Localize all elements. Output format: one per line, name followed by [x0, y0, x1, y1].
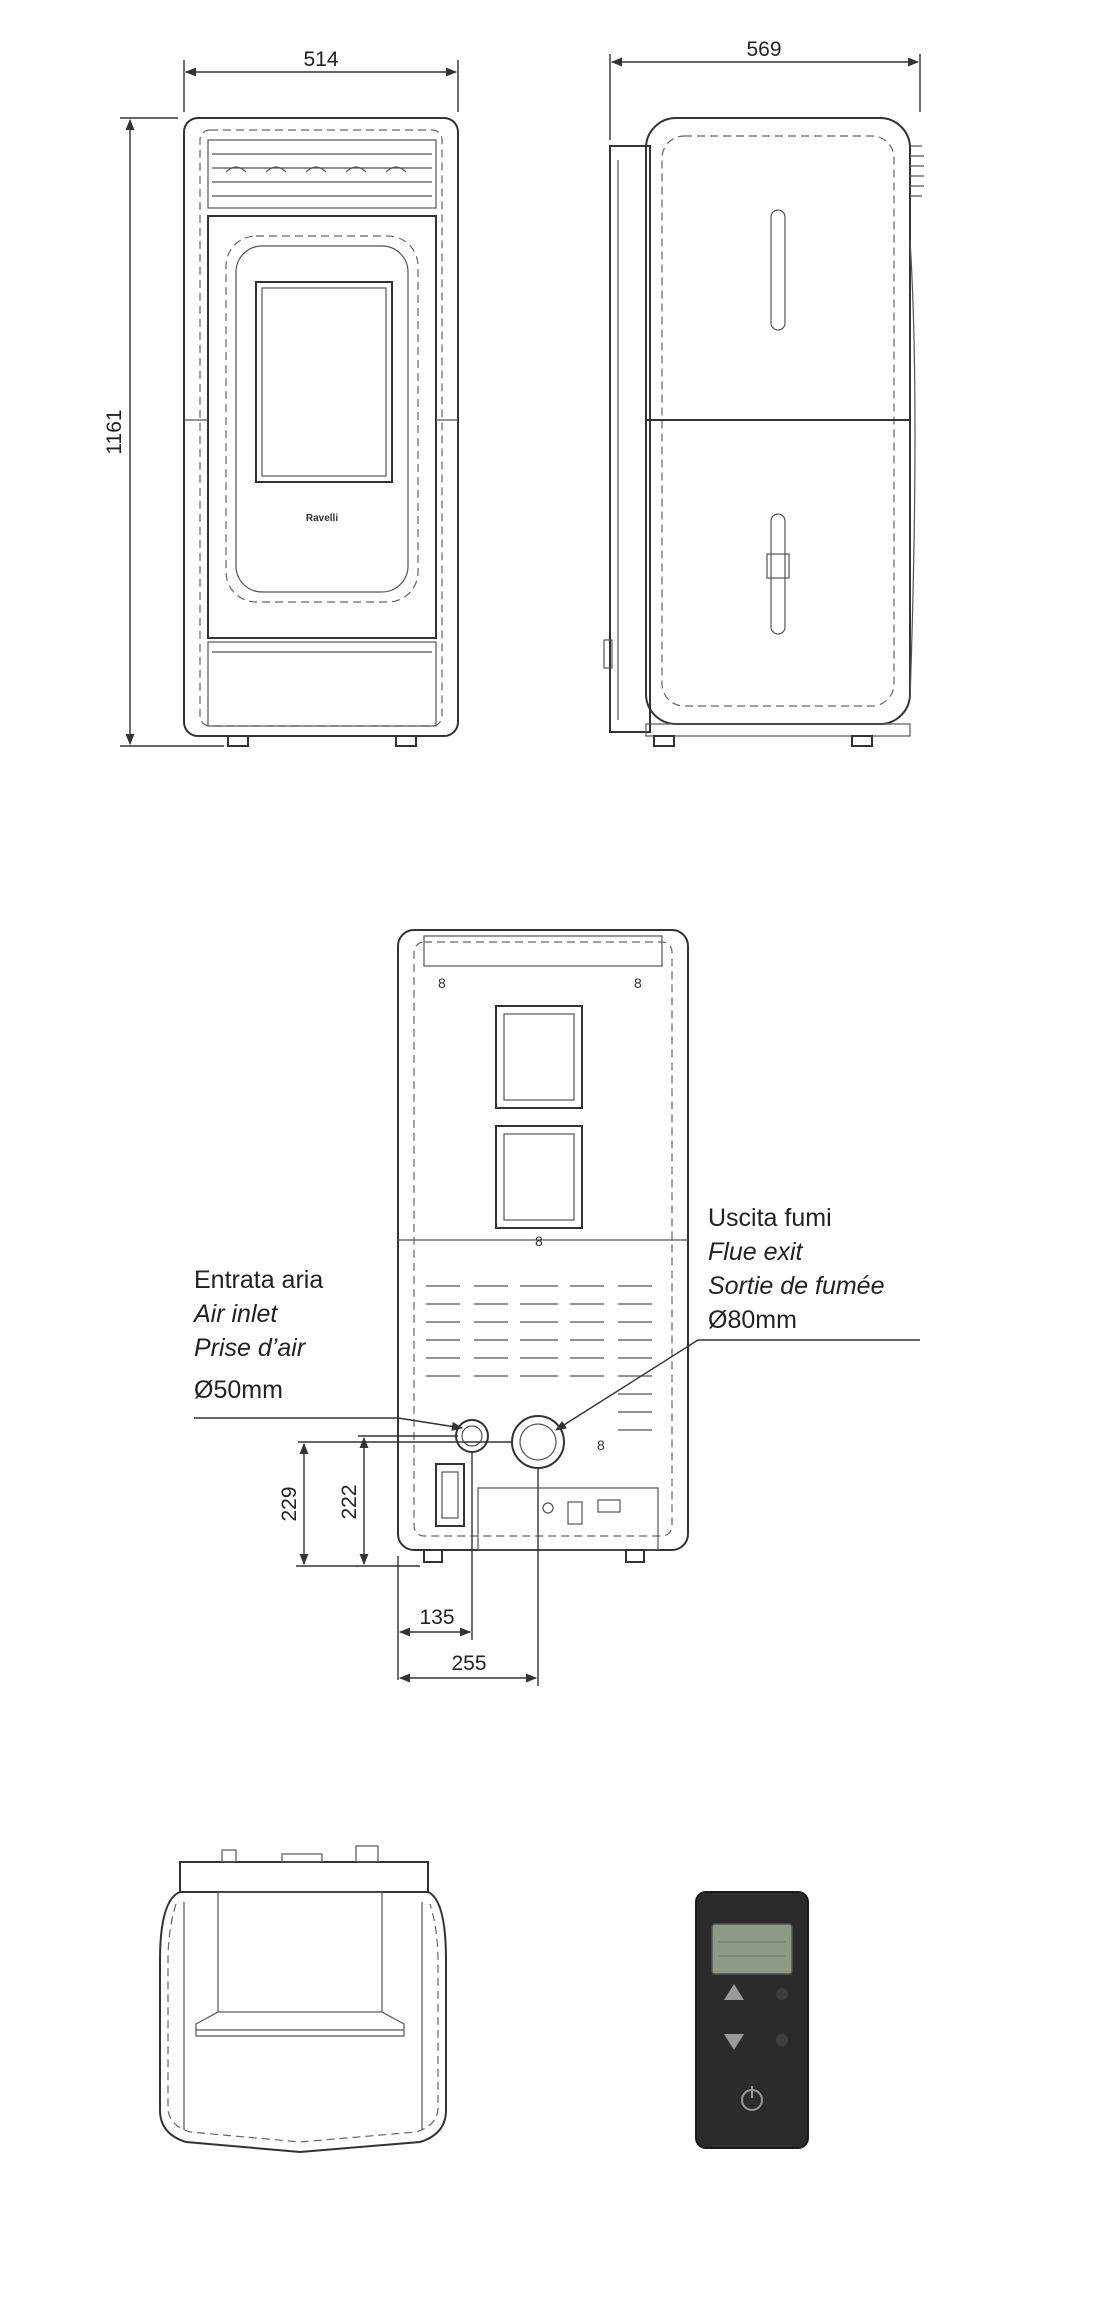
svg-text:8: 8 [535, 1233, 543, 1249]
side-view [604, 118, 924, 746]
air-inlet-label [192, 1266, 323, 1404]
svg-text:Flue exit: Flue exit [708, 1238, 803, 1266]
flue-exit-offset-dimension [400, 1468, 538, 1686]
air-inlet-leader [194, 1418, 462, 1428]
svg-text:Prise d’air: Prise d’air [194, 1334, 306, 1362]
air-inlet-height-value: 222 [338, 1484, 361, 1520]
side-depth-value: 569 [746, 38, 782, 61]
flue-exit-height-value: 229 [278, 1486, 301, 1522]
svg-text:8: 8 [634, 975, 642, 991]
svg-text:Uscita fumi: Uscita fumi [708, 1204, 832, 1232]
brand-logo: Ravelli [305, 513, 339, 524]
remote-control [696, 1892, 808, 2148]
svg-text:8: 8 [597, 1437, 605, 1453]
air-inlet-offset-value: 135 [419, 1606, 455, 1629]
flue-exit-height-dimension [278, 1442, 512, 1566]
air-inlet-port [456, 1420, 488, 1452]
front-width-value: 514 [303, 48, 339, 71]
top-grille [208, 140, 436, 208]
svg-text:8: 8 [438, 975, 446, 991]
svg-text:Ø80mm: Ø80mm [708, 1306, 797, 1334]
rear-view [398, 930, 688, 1562]
front-width-dimension [184, 48, 458, 112]
rear-vent-slots [426, 1286, 652, 1430]
height-value: 1161 [103, 409, 126, 455]
lcd-display-icon [712, 1924, 792, 1974]
height-dimension [103, 118, 224, 746]
svg-text:Ø50mm: Ø50mm [194, 1376, 283, 1404]
svg-text:Entrata aria: Entrata aria [194, 1266, 324, 1294]
flue-exit-label [708, 1204, 885, 1334]
flue-exit-offset-value: 255 [451, 1652, 487, 1675]
svg-text:Air inlet: Air inlet [194, 1300, 278, 1328]
flue-exit-leader [556, 1340, 920, 1430]
front-view [184, 118, 458, 746]
svg-text:Sortie de fumée: Sortie de fumée [708, 1272, 885, 1300]
top-view [160, 1846, 446, 2152]
